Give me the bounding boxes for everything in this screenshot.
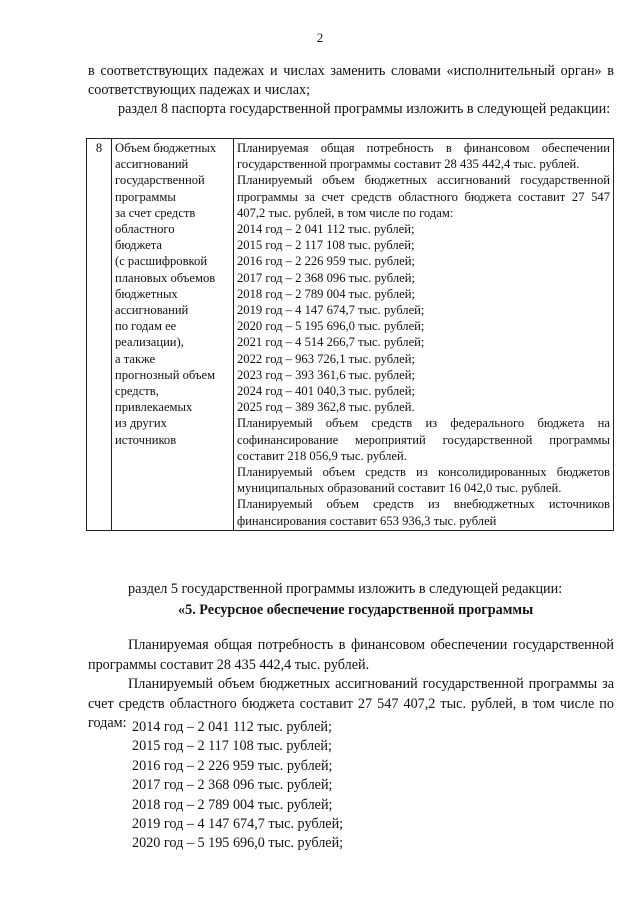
section5-years-list <box>132 718 343 854</box>
intro-paragraph-1: в соответствующих падежах и числах заменить словами «исполнительный орган» в соответствующих падежах и числах; <box>88 63 614 98</box>
label-line: прогнозный объем <box>115 367 216 382</box>
table-row <box>87 139 614 531</box>
year-line: 2017 год – 2 368 096 тыс. рублей; <box>132 777 333 794</box>
year-line: 2021 год – 4 514 266,7 тыс. рублей; <box>237 335 425 350</box>
extra-budget-text: Планируемый объем средств из внебюджетных источников финансирования составит 653 936,3 тыс. рублей <box>237 497 610 528</box>
label-line: за счет средств <box>115 205 196 220</box>
year-line: 2020 год – 5 195 696,0 тыс. рублей; <box>132 835 344 852</box>
year-line: 2018 год – 2 789 004 тыс. рублей; <box>132 796 333 813</box>
page-number: 2 <box>316 30 324 45</box>
row-label-cell <box>112 139 234 531</box>
total-need-text: Планируемая общая потребность в финансовом обеспечении государственной программы составит 28 435 442,4 тыс. рублей. <box>237 141 610 172</box>
row-content-cell <box>234 139 614 531</box>
section5-title: «5. Ресурсное обеспечение государственной программы <box>178 602 534 618</box>
year-line: 2014 год – 2 041 112 тыс. рублей; <box>237 222 415 237</box>
label-line: плановых объемов <box>115 270 216 285</box>
year-line: 2015 год – 2 117 108 тыс. рублей; <box>132 738 332 755</box>
label-line: (с расшифровкой <box>115 254 208 269</box>
label-line: привлекаемых <box>115 400 193 415</box>
section5-paragraph-2: Планируемый объем бюджетных ассигнований государственной программы за счет средств областного бюджета составит 27 547 407,2 тыс. рублей, в том числе по годам: <box>88 676 614 731</box>
year-line: 2025 год – 389 362,8 тыс. рублей. <box>237 400 415 415</box>
year-line: 2014 год – 2 041 112 тыс. рублей; <box>132 719 332 735</box>
label-line: ассигнований <box>115 303 189 318</box>
row-number-cell: 8 <box>87 139 112 531</box>
year-line: 2015 год – 2 117 108 тыс. рублей; <box>237 238 415 253</box>
year-line: 2017 год – 2 368 096 тыс. рублей; <box>237 270 415 285</box>
label-line: программы <box>115 189 176 204</box>
section5-paragraph-1: Планируемая общая потребность в финансовом обеспечении государственной программы составит 28 435 442,4 тыс. рублей. <box>88 637 614 673</box>
year-line: 2022 год – 963 726,1 тыс. рублей; <box>237 351 415 366</box>
year-line: 2016 год – 2 226 959 тыс. рублей; <box>132 757 333 774</box>
section5-heading-block <box>88 580 614 620</box>
intro-paragraph-2: раздел 8 паспорта государственной программы изложить в следующей редакции: <box>118 101 611 117</box>
label-line: средств, <box>115 384 159 399</box>
year-line: 2020 год – 5 195 696,0 тыс. рублей; <box>237 319 425 334</box>
section5-intro: раздел 5 государственной программы изложить в следующей редакции: <box>128 581 563 597</box>
label-line: а также <box>115 351 156 366</box>
year-line: 2018 год – 2 789 004 тыс. рублей; <box>237 286 415 301</box>
label-line: бюджета <box>115 238 162 253</box>
municipal-budget-text: Планируемый объем средств из консолидированных бюджетов муниципальных образований составит 16 042,0 тыс. рублей. <box>237 465 610 496</box>
label-line: из других <box>115 416 167 431</box>
label-line: Объем бюджетных <box>115 141 217 155</box>
label-line: государственной <box>115 173 205 188</box>
label-line: реализации), <box>115 335 184 350</box>
regional-budget-text: Планируемый объем бюджетных ассигнований государственной программы за счет средств областного бюджета составит 27 547 407,2 тыс. рублей, в том числе по годам: <box>237 173 610 220</box>
label-line: по годам ее <box>115 319 177 334</box>
year-line: 2019 год – 4 147 674,7 тыс. рублей; <box>237 303 425 318</box>
label-line: ассигнований <box>115 157 189 172</box>
year-line: 2019 год – 4 147 674,7 тыс. рублей; <box>132 816 344 833</box>
year-line: 2024 год – 401 040,3 тыс. рублей; <box>237 384 415 399</box>
label-line: бюджетных <box>115 286 178 301</box>
federal-budget-text: Планируемый объем средств из федерального бюджета на софинансирование мероприятий государственной программы составит 218 056,9 тыс. рублей. <box>237 416 610 463</box>
intro-block <box>88 62 614 119</box>
year-line: 2023 год – 393 361,6 тыс. рублей; <box>237 367 415 382</box>
label-line: областного <box>115 222 175 237</box>
passport-table <box>86 138 614 531</box>
label-line: источников <box>115 432 177 447</box>
year-line: 2016 год – 2 226 959 тыс. рублей; <box>237 254 415 269</box>
